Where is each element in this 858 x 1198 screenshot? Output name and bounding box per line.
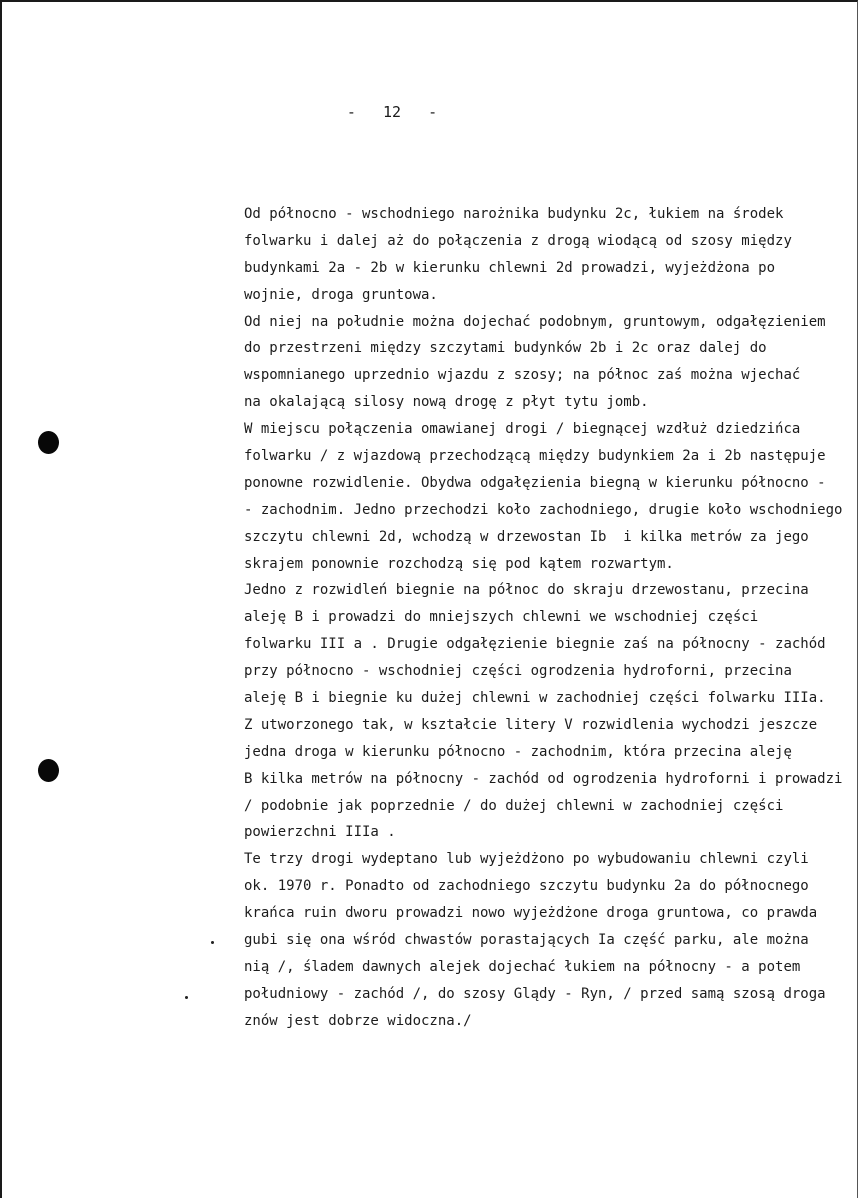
text-line: skrajem ponownie rozchodzą się pod kątem rozwartym. (244, 555, 674, 572)
text-line: Z utworzonego tak, w kształcie litery V rozwidlenia wychodzi jeszcze (244, 716, 818, 733)
text-line: Od niej na południe można dojechać podobnym, gruntowym, odgałęzieniem (244, 313, 826, 330)
text-line: folwarku III a . Drugie odgałęzienie biegnie zaś na północny - zachód (244, 636, 826, 653)
text-line: do przestrzeni między szczytami budynków 2b i 2c oraz dalej do (244, 340, 767, 357)
text-line: wspomnianego uprzednio wjazdu z szosy; na północ zaś można wjechać (244, 367, 801, 384)
body-text (244, 201, 856, 1035)
page-number: - 12 - (346, 103, 438, 121)
text-line: - zachodnim. Jedno przechodzi koło zachodniego, drugie koło wschodniego (244, 501, 843, 518)
text-line: W miejscu połączenia omawianej drogi / biegnącej wzdłuż dziedzińca (244, 421, 801, 438)
text-line: aleję B i prowadzi do mniejszych chlewni we wschodniej części (244, 609, 759, 626)
text-line: Te trzy drogi wydeptano lub wyjeżdżono po wybudowaniu chlewni czyli (244, 851, 809, 868)
text-line: przy północno - wschodniej części ogrodzenia hydroforni, przecina (244, 663, 792, 680)
text-line: / podobnie jak poprzednie / do dużej chlewni w zachodniej części (244, 797, 784, 814)
text-line: krańca ruin dworu prowadzi nowo wyjeżdżone droga gruntowa, co prawda (244, 905, 818, 922)
text-line: powierzchni IIIa . (244, 824, 396, 841)
text-line: nią /, śladem dawnych alejek dojechać łukiem na północny - a potem (244, 958, 801, 975)
text-line: szczytu chlewni 2d, wchodzą w drzewostan Ib i kilka metrów za jego (244, 528, 809, 545)
text-line: Jedno z rozwidleń biegnie na północ do skraju drzewostanu, przecina (244, 582, 809, 599)
text-line: jedna droga w kierunku północno - zachodnim, która przecina aleję (244, 743, 792, 760)
text-line: znów jest dobrze widoczna./ (244, 1012, 472, 1029)
punch-hole-bottom (38, 759, 59, 782)
text-line: budynkami 2a - 2b w kierunku chlewni 2d prowadzi, wyjeżdżona po (244, 259, 776, 276)
text-line: folwarku i dalej aż do połączenia z drogą wiodącą od szosy między (244, 232, 792, 249)
punch-hole-top (38, 431, 59, 454)
text-line: B kilka metrów na północny - zachód od ogrodzenia hydroforni i prowadzi (244, 770, 843, 787)
text-line: aleję B i biegnie ku dużej chlewni w zachodniej części folwarku IIIa. (244, 690, 826, 707)
stray-mark (211, 941, 214, 944)
text-line: ponowne rozwidlenie. Obydwa odgałęzienia biegną w kierunku północno - (244, 474, 826, 491)
text-line: południowy - zachód /, do szosy Glądy - Ryn, / przed samą szosą droga (244, 985, 826, 1002)
stray-mark (185, 996, 188, 999)
text-line: na okalającą silosy nową drogę z płyt tytu jomb. (244, 394, 649, 411)
text-line: wojnie, droga gruntowa. (244, 286, 438, 303)
text-line: folwarku / z wjazdową przechodzącą między budynkiem 2a i 2b następuje (244, 448, 826, 465)
text-line: Od północno - wschodniego narożnika budynku 2c, łukiem na środek (244, 206, 784, 222)
text-line: gubi się ona wśród chwastów porastających Ia część parku, ale można (244, 932, 809, 949)
text-line: ok. 1970 r. Ponadto od zachodniego szczytu budynku 2a do północnego (244, 878, 809, 895)
